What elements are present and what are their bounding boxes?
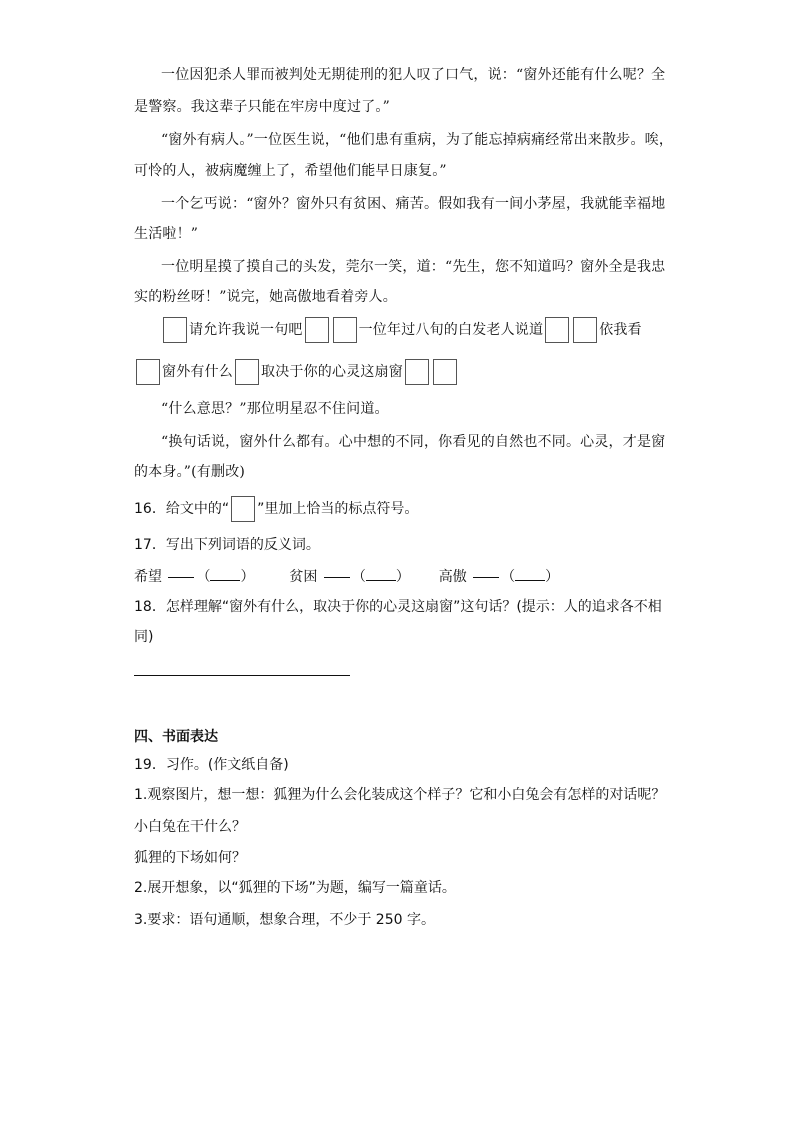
passage-p5-seg4: 窗外有什么: [162, 364, 233, 380]
punctuation-box[interactable]: [163, 317, 187, 343]
question-17: 17．写出下列词语的反义词。: [134, 537, 320, 553]
passage-p5-line2: [134, 358, 459, 386]
requirement-1: 1.观察图片，想一想：狐狸为什么会化装成这个样子？它和小白兔会有怎样的对话呢？: [134, 787, 666, 803]
punctuation-box[interactable]: [573, 317, 597, 343]
question-17-antonyms: 希望 （ ） 贫困 （ ） 高傲 （ ）: [134, 566, 559, 586]
antonym-word-1: 希望: [134, 569, 162, 585]
passage-p5-seg3: 依我看: [599, 322, 642, 338]
question-16: 16．给文中的“ ”里加上恰当的标点符号。: [134, 495, 418, 523]
passage-p5-seg5: 取决于你的心灵这扇窗: [261, 364, 403, 380]
passage-p7-line2: 的本身。”(有删改): [134, 464, 246, 480]
requirement-1-cont-b: 狐狸的下场如何？: [134, 850, 246, 866]
passage-p5-seg2: 一位年过八旬的白发老人说道: [358, 322, 544, 338]
passage-p4-line2: 实的粉丝呀！”说完，她高傲地看着旁人。: [134, 289, 397, 305]
punctuation-box[interactable]: [333, 317, 357, 343]
requirement-3: 3.要求：语句通顺，想象合理，不少于 250 字。: [134, 912, 435, 928]
question-18-line1: 18．怎样理解“窗外有什么，取决于你的心灵这扇窗”这句话？(提示：人的追求各不相: [134, 599, 662, 615]
section-heading: 四、书面表达: [134, 729, 218, 745]
passage-p2-line1: “窗外有病人。”一位医生说，“他们患有重病，为了能忘掉病痛经常出来散步。唉，: [161, 132, 674, 148]
answer-line[interactable]: [134, 675, 350, 676]
requirement-2: 2.展开想象，以“狐狸的下场”为题，编写一篇童话。: [134, 880, 456, 896]
punctuation-box[interactable]: [136, 359, 160, 385]
punctuation-box[interactable]: [405, 359, 429, 385]
antonym-answer-1[interactable]: [210, 566, 240, 581]
punctuation-box[interactable]: [305, 317, 329, 343]
antonym-answer-2[interactable]: [366, 566, 396, 581]
passage-p2-line2: 可怜的人，被病魔缠上了，希望他们能早日康复。”: [134, 163, 447, 179]
passage-p1-line1: 一位因犯杀人罪而被判处无期徒刑的犯人叹了口气，说：“窗外还能有什么呢？全: [161, 67, 666, 83]
punctuation-box[interactable]: [433, 359, 457, 385]
passage-p5-seg1: 请允许我说一句吧: [189, 322, 303, 338]
antonym-answer-3[interactable]: [515, 566, 545, 581]
requirement-1-cont-a: 小白兔在干什么？: [134, 819, 246, 835]
passage-p1-line2: 是警察。我这辈子只能在牢房中度过了。”: [134, 99, 390, 115]
punctuation-box[interactable]: [235, 359, 259, 385]
passage-p3-line2: 生活啦！”: [134, 226, 199, 242]
passage-p5-line1: [161, 316, 642, 344]
passage-p7-line1: “换句话说，窗外什么都有。心中想的不同，你看见的自然也不同。心灵，才是窗: [161, 434, 666, 450]
passage-p4-line1: 一位明星摸了摸自己的头发，莞尔一笑，道：“先生，您不知道吗？窗外全是我忠: [161, 259, 666, 275]
punctuation-box-sample: [231, 496, 255, 522]
passage-p6-line1: “什么意思？”那位明星忍不住问道。: [161, 401, 389, 417]
passage-p3-line1: 一个乞丐说：“窗外？窗外只有贫困、痛苦。假如我有一间小茅屋，我就能幸福地: [161, 196, 666, 212]
punctuation-box[interactable]: [545, 317, 569, 343]
question-18-line2: 同): [134, 629, 154, 645]
question-19: 19．习作。(作文纸自备): [134, 757, 289, 773]
antonym-word-2: 贫困: [289, 569, 318, 585]
antonym-word-3: 高傲: [438, 569, 467, 585]
